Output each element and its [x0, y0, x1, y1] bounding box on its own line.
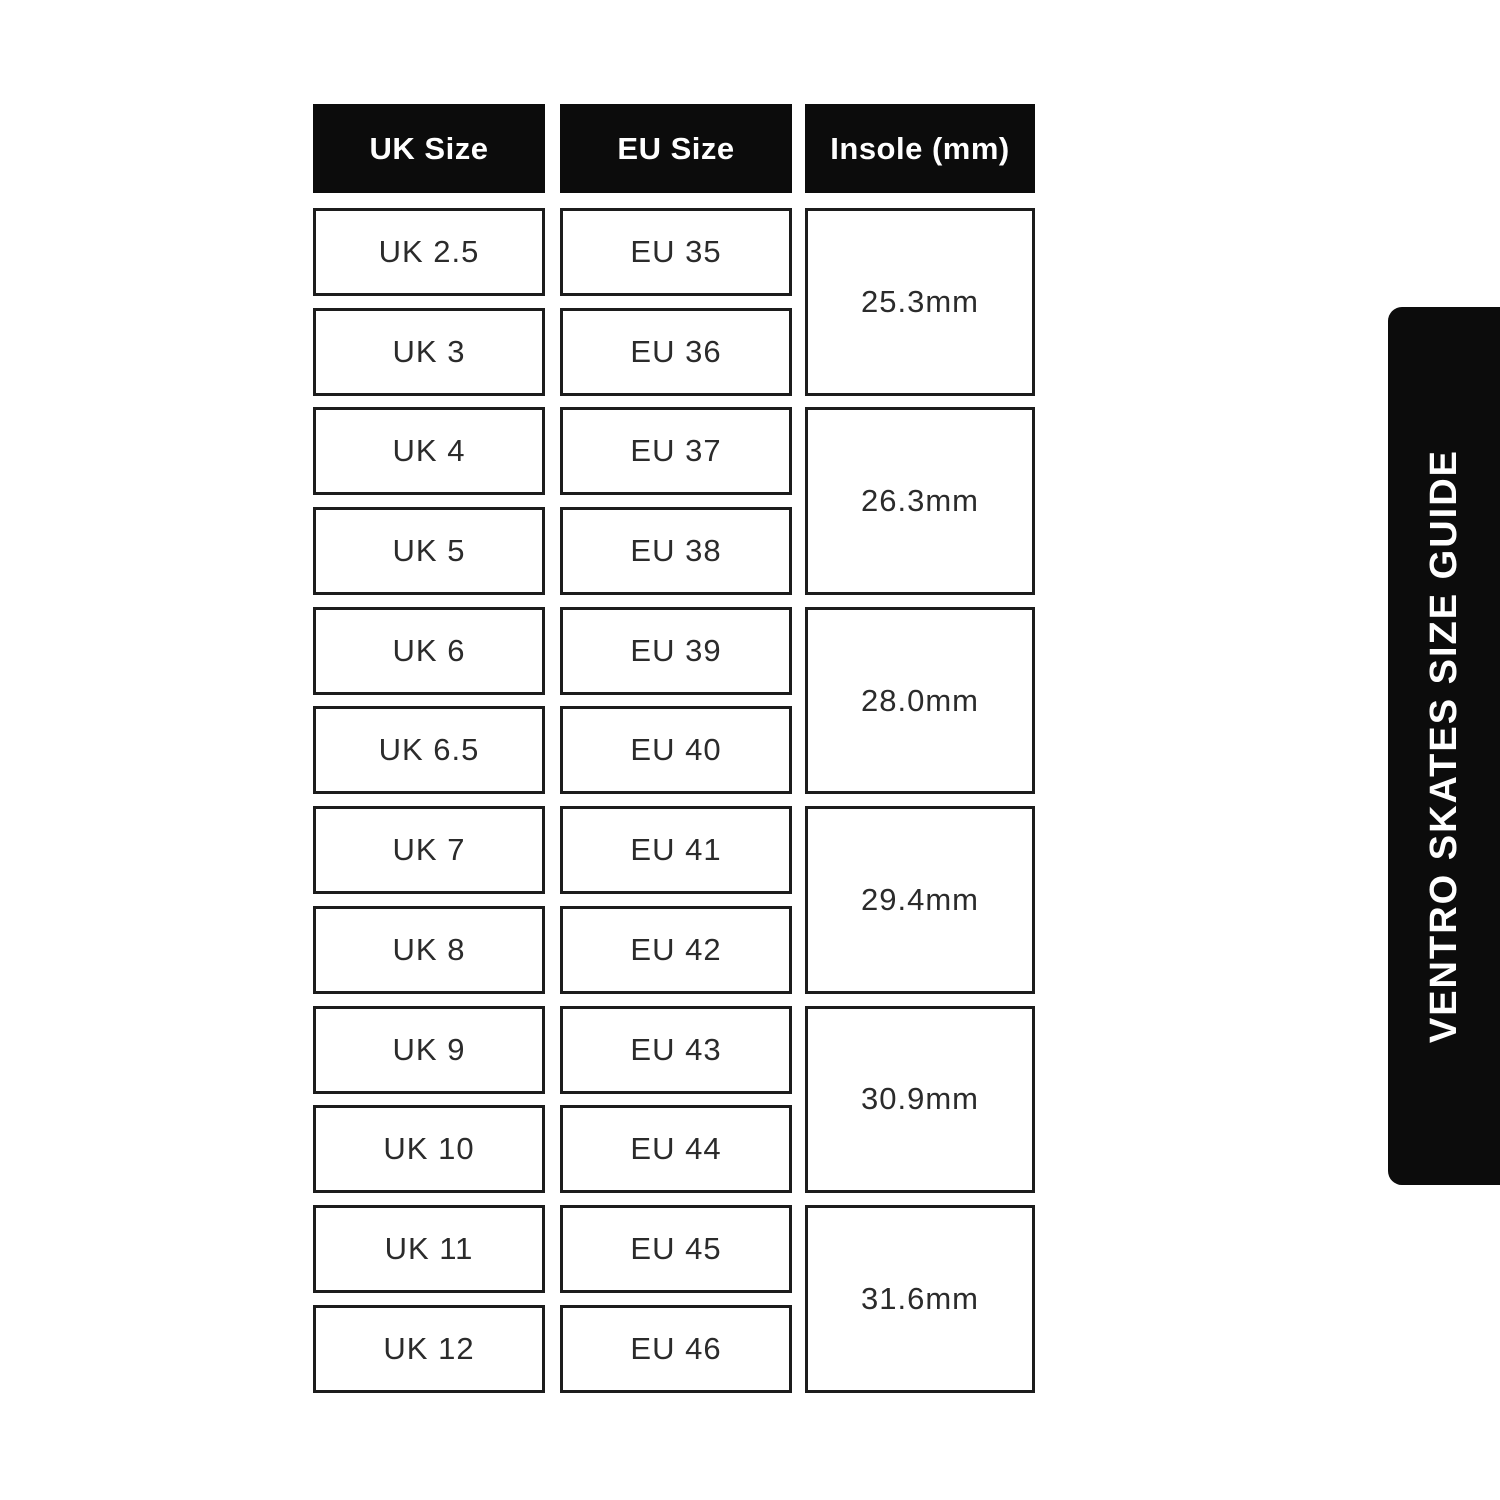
eu-size-cell: EU 42: [560, 906, 792, 994]
uk-size-cell: UK 4: [313, 407, 545, 495]
eu-size-cell: EU 38: [560, 507, 792, 595]
insole-header: Insole (mm): [805, 104, 1035, 193]
eu-size-cell: EU 45: [560, 1205, 792, 1293]
eu-size-column: [560, 104, 792, 1393]
uk-size-cell: UK 12: [313, 1305, 545, 1393]
uk-size-cell: UK 6: [313, 607, 545, 695]
eu-size-cell: EU 37: [560, 407, 792, 495]
insole-cells: [805, 208, 1035, 1393]
uk-size-column: [313, 104, 545, 1393]
insole-cell: 28.0mm: [805, 607, 1035, 795]
eu-size-cells: [560, 208, 792, 1393]
insole-cell: 25.3mm: [805, 208, 1035, 396]
uk-size-cell: UK 7: [313, 806, 545, 894]
eu-size-cell: EU 41: [560, 806, 792, 894]
insole-cell: 30.9mm: [805, 1006, 1035, 1194]
uk-size-cell: UK 5: [313, 507, 545, 595]
uk-size-cell: UK 6.5: [313, 706, 545, 794]
insole-cell: 29.4mm: [805, 806, 1035, 994]
uk-size-cell: UK 9: [313, 1006, 545, 1094]
uk-size-cell: UK 11: [313, 1205, 545, 1293]
eu-size-cell: EU 43: [560, 1006, 792, 1094]
uk-size-cell: UK 8: [313, 906, 545, 994]
insole-column: [805, 104, 1035, 1393]
eu-size-cell: EU 40: [560, 706, 792, 794]
uk-size-cells: [313, 208, 545, 1393]
uk-size-cell: UK 10: [313, 1105, 545, 1193]
eu-size-cell: EU 36: [560, 308, 792, 396]
vertical-title-banner: [1388, 307, 1500, 1185]
eu-size-cell: EU 35: [560, 208, 792, 296]
uk-size-cell: UK 3: [313, 308, 545, 396]
eu-size-cell: EU 44: [560, 1105, 792, 1193]
uk-size-cell: UK 2.5: [313, 208, 545, 296]
banner-title: VENTRO SKATES SIZE GUIDE: [1422, 448, 1465, 1044]
uk-size-header: UK Size: [313, 104, 545, 193]
eu-size-header: EU Size: [560, 104, 792, 193]
insole-cell: 26.3mm: [805, 407, 1035, 595]
insole-cell: 31.6mm: [805, 1205, 1035, 1393]
eu-size-cell: EU 46: [560, 1305, 792, 1393]
eu-size-cell: EU 39: [560, 607, 792, 695]
